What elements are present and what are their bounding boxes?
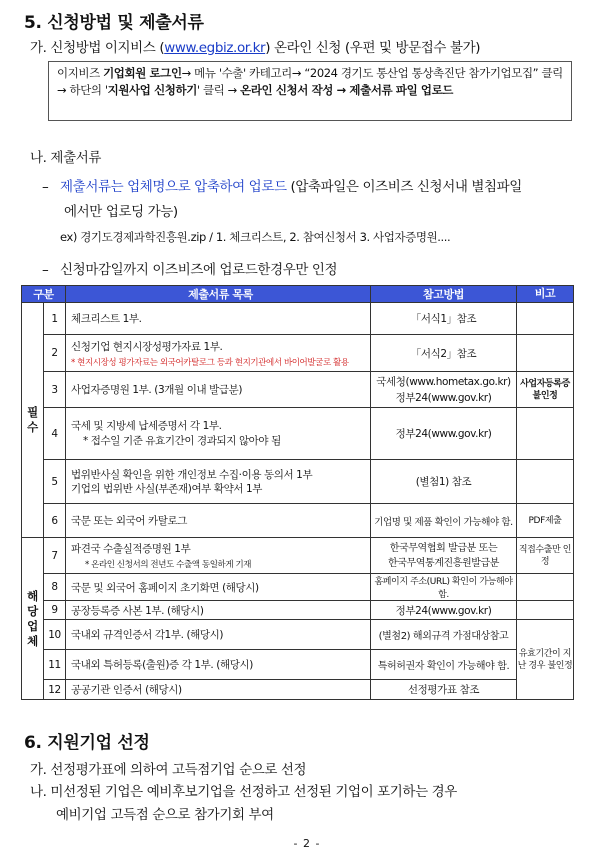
row-doc <box>66 408 371 460</box>
row-note <box>517 335 574 372</box>
row-no: 6 <box>44 504 66 538</box>
row-no: 4 <box>44 408 66 460</box>
row-doc: 체크리스트 1부. <box>66 303 371 335</box>
apply-method-prefix: 가. 신청방법 이지비스 ( <box>30 40 165 56</box>
col-remarks: 비고 <box>517 286 574 303</box>
col-documents: 제출서류 목록 <box>66 286 371 303</box>
page-number: - 2 - <box>293 837 321 850</box>
row-ref: 특허허권자 확인이 가능해야 함. <box>371 650 517 680</box>
box-login: 기업회원 로그인 <box>103 66 182 80</box>
table-header-row <box>22 286 574 303</box>
table-row <box>22 504 574 538</box>
row-ref-1: 국세청(www.hometax.go.kr) <box>376 375 511 388</box>
table-row <box>22 601 574 620</box>
table-row <box>22 620 574 650</box>
col-reference: 참고방법 <box>371 286 517 303</box>
box-text-1: 이지비즈 <box>57 66 104 80</box>
apply-method-suffix: ) 온라인 신청 (우편 및 방문접수 불가) <box>265 40 481 56</box>
dash-mark-2: – <box>42 262 61 278</box>
row-no: 5 <box>44 460 66 504</box>
row-doc-note: * 온라인 신청서의 전년도 수출액 동일하게 기재 <box>85 560 252 570</box>
row-no: 8 <box>44 574 66 601</box>
row-doc-sub: * 접수일 기준 유효기간이 경과되지 않아야 됨 <box>83 434 281 447</box>
dash-line-1 <box>42 175 522 195</box>
row-ref: 「서식1」참조 <box>371 303 517 335</box>
row-doc <box>66 460 371 504</box>
row-note-validity: 유효기간이 지난 경우 불인정 <box>517 620 574 700</box>
row-no: 3 <box>44 372 66 408</box>
row-note: PDF제출 <box>517 504 574 538</box>
row-doc: 국내외 규격인증서 각1부. (해당시) <box>66 620 371 650</box>
row-ref: (별첨1) 참조 <box>371 460 517 504</box>
row-note: 사업자등록증불인정 <box>517 372 574 408</box>
row-doc-main: 법위반사실 확인을 위한 개인정보 수집·이용 동의서 1부 <box>71 468 313 481</box>
row-doc: 공공기관 인증서 (해당시) <box>66 680 371 700</box>
example-line: ex) 경기도경제과학진흥원.zip / 1. 체크리스트, 2. 참여신청서 3. 사업자증명원.... <box>60 230 451 244</box>
row-no: 12 <box>44 680 66 700</box>
table-row <box>22 650 574 680</box>
row-no: 9 <box>44 601 66 620</box>
row-ref-2: 한국무역통계진흥원발급분 <box>387 557 500 569</box>
table-row <box>22 303 574 335</box>
table-row <box>22 538 574 574</box>
row-ref <box>371 538 517 574</box>
row-doc: 국문 또는 외국어 카탈로그 <box>66 504 371 538</box>
row-doc: 국내외 특허등록(출원)증 각 1부. (해당시) <box>66 650 371 680</box>
dash-line-1b: 에서만 업로딩 가능) <box>64 204 178 220</box>
table-row <box>22 335 574 372</box>
row-doc-sub: 기업의 법위반 사실(부존재)여부 확약서 1부 <box>71 482 263 495</box>
group-applicable: 해 당 업 체 <box>22 538 44 700</box>
row-note <box>517 574 574 601</box>
table-row <box>22 574 574 601</box>
col-category: 구분 <box>22 286 66 303</box>
instruction-box <box>48 61 572 121</box>
selection-line-3: 예비기업 고득점 순으로 참가기회 부여 <box>56 807 274 823</box>
row-doc: 공장등록증 사본 1부. (해당시) <box>66 601 371 620</box>
row-doc <box>66 538 371 574</box>
row-no: 10 <box>44 620 66 650</box>
box-upload: 온라인 신청서 작성 → 제출서류 파일 업로드 <box>240 83 454 97</box>
row-no: 11 <box>44 650 66 680</box>
row-ref: 기업명 및 제품 확인이 가능해야 함. <box>371 504 517 538</box>
row-note <box>517 460 574 504</box>
row-no: 7 <box>44 538 66 574</box>
row-no: 2 <box>44 335 66 372</box>
row-ref-1: 한국무역협회 발급분 또는 <box>389 542 498 554</box>
selection-line-1: 가. 선정평가표에 의하여 고득점기업 순으로 선정 <box>30 762 307 778</box>
egbiz-link[interactable]: www.egbiz.or.kr <box>164 40 266 56</box>
submission-docs-heading: 나. 제출서류 <box>30 150 101 166</box>
box-text-5: ' 클릭 → <box>196 83 241 97</box>
row-ref <box>371 372 517 408</box>
row-note <box>517 601 574 620</box>
row-ref: 정부24(www.gov.kr) <box>371 601 517 620</box>
box-apply: 지원사업 신청하기 <box>107 83 197 97</box>
table-row <box>22 408 574 460</box>
section6-title: 6. 지원기업 선정 <box>24 733 150 753</box>
row-doc-main: 국세 및 지방세 납세증명서 각 1부. <box>71 419 222 432</box>
apply-method <box>30 36 480 56</box>
section5-title: 5. 신청방법 및 제출서류 <box>24 13 204 33</box>
row-note: 직접수출만 인정 <box>517 538 574 574</box>
row-doc-main: 파견국 수출실적증명원 1부 <box>71 543 191 555</box>
row-ref: 정부24(www.gov.kr) <box>371 408 517 460</box>
selection-line-2: 나. 미선정된 기업은 예비후보기업을 선정하고 선정된 기업이 포기하는 경우 <box>30 784 457 800</box>
row-ref: 선정평가표 참조 <box>371 680 517 700</box>
row-note <box>517 408 574 460</box>
group-required: 필 수 <box>22 303 44 538</box>
deadline-note: 신청마감일까지 이즈비즈에 업로드한경우만 인정 <box>60 262 338 278</box>
table-row <box>22 460 574 504</box>
row-ref: 「서식2」참조 <box>371 335 517 372</box>
dash-line-2 <box>42 258 337 278</box>
row-ref-2: 정부24(www.gov.kr) <box>395 391 492 404</box>
zip-instruction: 제출서류는 업체명으로 압축하여 업로드 <box>60 179 287 195</box>
row-ref: 홈페이지 주소(URL) 확인이 가능해야 함. <box>371 574 517 601</box>
box-text-3: → 메뉴 '수출' 카테고리→ “2024 경기도 통산업 통상촉진단 참가기업모집” 클릭 → 하단의 ' <box>57 66 563 97</box>
row-doc-note: * 현지시장성 평가자료는 외국어카탈로그 등과 현지기관에서 바이어발굴로 활용 <box>71 357 349 368</box>
row-doc-main: 신청기업 현지시장성평가자료 1부. <box>71 340 223 353</box>
documents-table <box>21 285 574 700</box>
dash-mark: – <box>42 179 61 195</box>
row-ref: (별첨2) 해외규격 가점대상참고 <box>371 620 517 650</box>
row-doc <box>66 335 371 372</box>
row-doc: 사업자증명원 1부. (3개월 이내 발급분) <box>66 372 371 408</box>
row-doc: 국문 및 외국어 홈페이지 초기화면 (해당시) <box>66 574 371 601</box>
row-no: 1 <box>44 303 66 335</box>
table-row <box>22 680 574 700</box>
row-note <box>517 303 574 335</box>
zip-instruction-rest: (압축파일은 이즈비즈 신청서내 별침파일 <box>286 179 522 195</box>
table-row <box>22 372 574 408</box>
